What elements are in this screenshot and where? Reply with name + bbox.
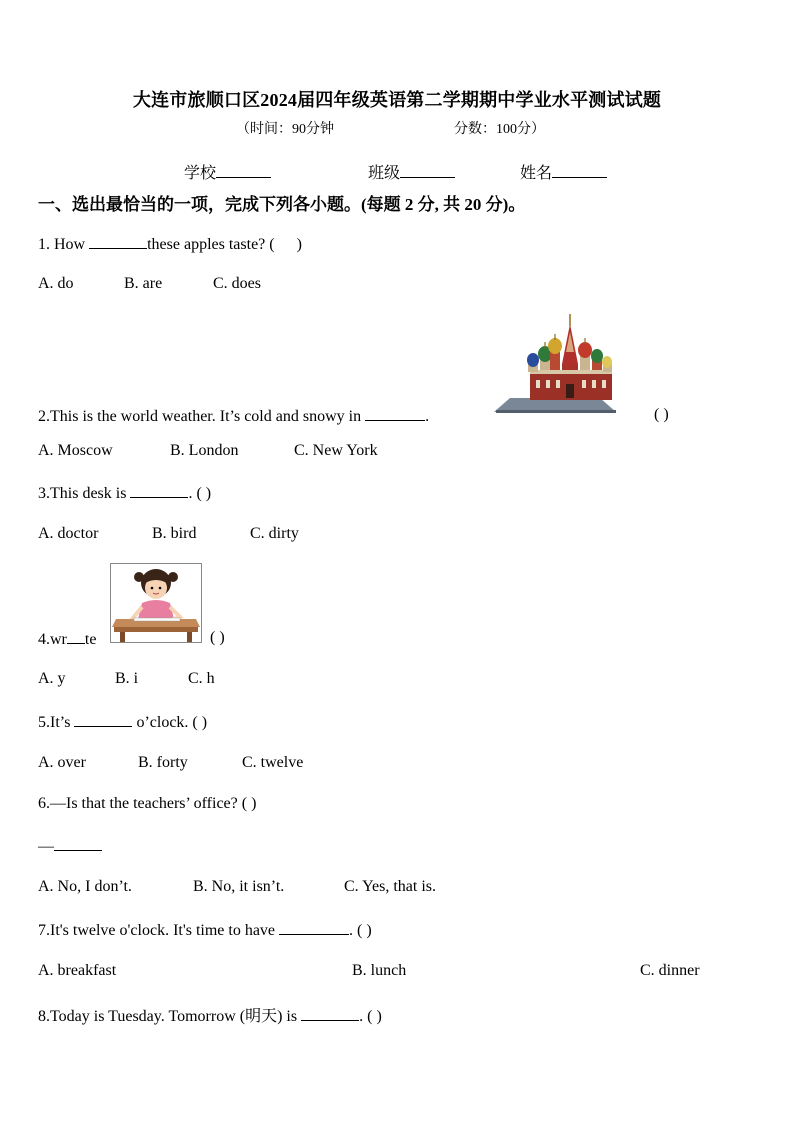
q8-blank[interactable] bbox=[301, 1006, 359, 1021]
q6-blank[interactable] bbox=[54, 836, 102, 851]
q3-option-c[interactable]: C. dirty bbox=[250, 525, 299, 542]
q3-option-a[interactable]: A. doctor bbox=[38, 525, 99, 542]
q4-option-b[interactable]: B. i bbox=[115, 670, 139, 687]
name-field[interactable] bbox=[520, 160, 607, 183]
name-blank[interactable] bbox=[552, 163, 607, 178]
exam-time: （时间：90分钟 bbox=[236, 122, 334, 137]
question-3 bbox=[38, 483, 211, 503]
question-8 bbox=[38, 1003, 382, 1026]
q4-text-pre: 4.wr bbox=[38, 631, 67, 648]
school-blank[interactable] bbox=[216, 163, 271, 178]
q2-option-a[interactable]: A. Moscow bbox=[38, 442, 113, 459]
q4-option-c[interactable]: C. h bbox=[188, 670, 215, 687]
question-6: 6.—Is that the teachers’ office? ( ) bbox=[38, 795, 257, 812]
exam-score: 分数：100分） bbox=[454, 122, 545, 137]
question-7 bbox=[38, 920, 372, 940]
q6-reply-line bbox=[38, 836, 102, 856]
q4-option-a[interactable]: A. y bbox=[38, 670, 66, 687]
q4-answer-paren[interactable]: ( ) bbox=[210, 629, 225, 646]
q1-option-b[interactable]: B. are bbox=[124, 275, 163, 292]
q1-text-pre: 1. How bbox=[38, 236, 90, 253]
question-1 bbox=[38, 234, 302, 254]
question-2 bbox=[38, 406, 429, 426]
q1-blank[interactable] bbox=[89, 234, 147, 249]
q2-option-c[interactable]: C. New York bbox=[294, 442, 378, 459]
q1-paren-close: ) bbox=[296, 236, 302, 253]
cathedral-image bbox=[492, 312, 618, 414]
q1-option-a[interactable]: A. do bbox=[38, 275, 74, 292]
class-field[interactable] bbox=[368, 160, 455, 183]
q5-option-b[interactable]: B. forty bbox=[138, 754, 188, 771]
q6-dash: — bbox=[38, 838, 54, 855]
q5-text-pre: 5.It’s bbox=[38, 714, 75, 731]
q7-blank[interactable] bbox=[279, 920, 349, 935]
q5-option-a[interactable]: A. over bbox=[38, 754, 86, 771]
q2-blank[interactable] bbox=[365, 406, 425, 421]
q4-text-post: te bbox=[84, 631, 97, 648]
q2-text-pre: 2.This is the world weather. It’s cold and snowy in bbox=[38, 408, 366, 425]
q2-text-post: . bbox=[425, 408, 430, 425]
q7-option-a[interactable]: A. breakfast bbox=[38, 962, 117, 979]
q6-option-b[interactable]: B. No, it isn’t. bbox=[193, 878, 285, 895]
section-1-heading: 一、选出最恰当的一项，完成下列各小题。(每题 2 分, 共 20 分)。 bbox=[38, 195, 526, 214]
class-label: 班级 bbox=[368, 165, 401, 182]
name-label: 姓名 bbox=[520, 165, 553, 182]
q7-text-post: . ( ) bbox=[349, 922, 372, 939]
q3-text-post: . ( ) bbox=[188, 485, 212, 502]
question-5 bbox=[38, 712, 207, 732]
q6-option-c[interactable]: C. Yes, that is. bbox=[344, 878, 437, 895]
q8-text-post: . ( ) bbox=[359, 1008, 382, 1025]
q6-option-a[interactable]: A. No, I don’t. bbox=[38, 878, 132, 895]
q4-blank[interactable] bbox=[67, 629, 85, 644]
girl-writing-image bbox=[110, 563, 202, 643]
q3-option-b[interactable]: B. bird bbox=[152, 525, 197, 542]
q1-option-c[interactable]: C. does bbox=[213, 275, 261, 292]
q7-option-b[interactable]: B. lunch bbox=[352, 962, 407, 979]
school-field[interactable] bbox=[184, 160, 271, 183]
q3-text-pre: 3.This desk is bbox=[38, 485, 131, 502]
q5-option-c[interactable]: C. twelve bbox=[242, 754, 304, 771]
q8-text-pre: 8.Today is Tuesday. Tomorrow (明天) is bbox=[38, 1008, 302, 1025]
class-blank[interactable] bbox=[400, 163, 455, 178]
school-label: 学校 bbox=[184, 165, 217, 182]
question-4 bbox=[38, 629, 96, 649]
page-title: 大连市旅顺口区2024届四年级英语第二学期期中学业水平测试试题 bbox=[132, 90, 662, 110]
q2-answer-paren[interactable]: ( ) bbox=[654, 406, 669, 423]
q1-text-post: these apples taste? ( bbox=[147, 236, 275, 253]
q3-blank[interactable] bbox=[130, 483, 188, 498]
q7-text-pre: 7.It's twelve o'clock. It's time to have bbox=[38, 922, 280, 939]
q5-blank[interactable] bbox=[74, 712, 132, 727]
q7-option-c[interactable]: C. dinner bbox=[640, 962, 700, 979]
q5-text-post: o’clock. ( ) bbox=[132, 714, 208, 731]
q2-option-b[interactable]: B. London bbox=[170, 442, 239, 459]
